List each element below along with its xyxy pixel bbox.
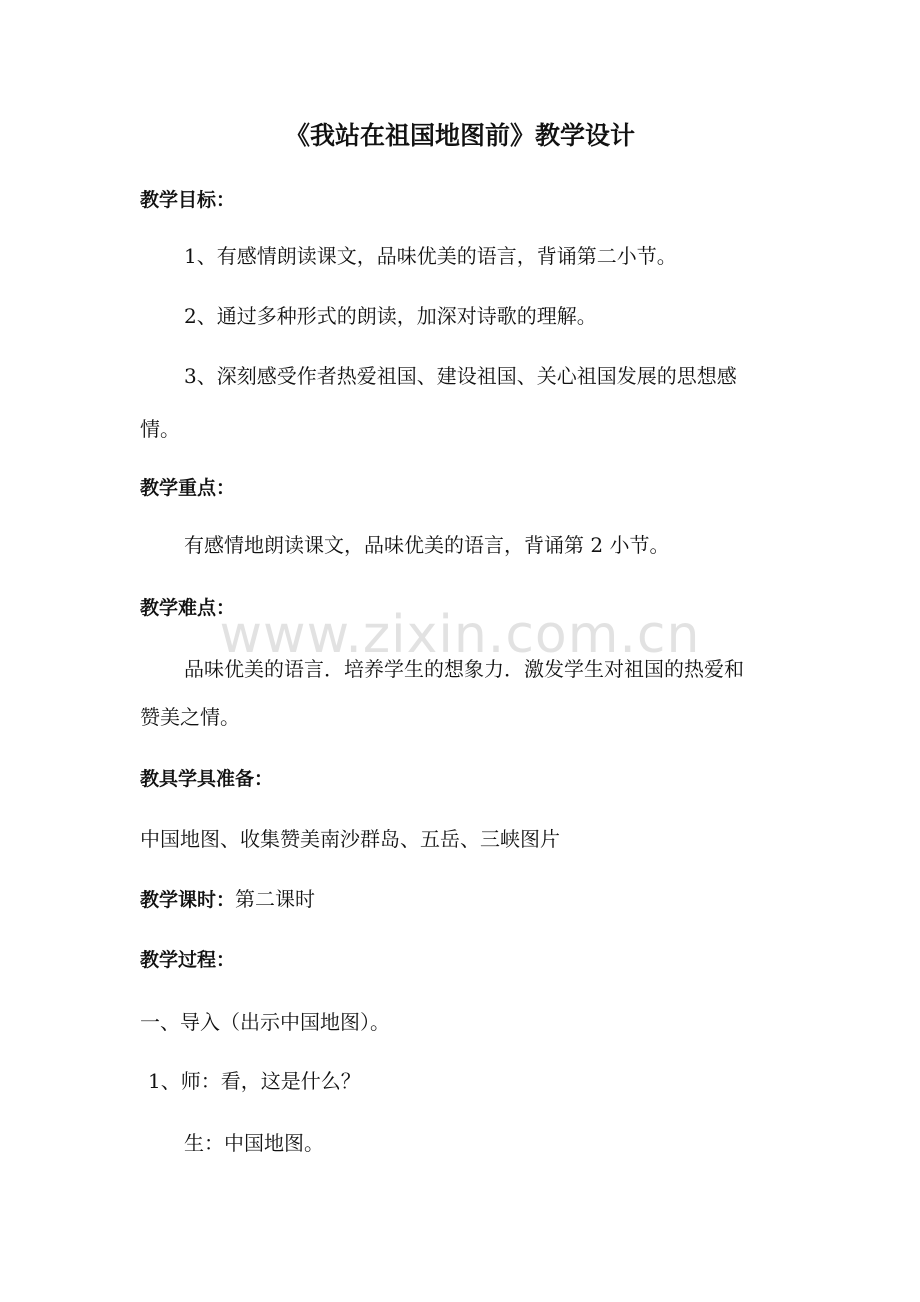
- class-hours-line: [140, 885, 780, 914]
- objective-item-2: 2、通过多种形式的朗读，加深对诗歌的理解。: [184, 304, 597, 328]
- materials-text: 中国地图、收集赞美南沙群岛、五岳、三峡图片: [140, 827, 560, 851]
- class-hours-value: 第二课时: [235, 887, 316, 911]
- objectives-heading: 教学目标：: [140, 189, 236, 211]
- class-hours-label: 教学课时：: [140, 889, 236, 911]
- objective-item-1: 1、有感情朗读课文，品味优美的语言，背诵第二小节。: [184, 244, 677, 268]
- key-points-text: 有感情地朗读课文，品味优美的语言，背诵第 2 小节。: [184, 533, 670, 557]
- key-points-heading: 教学重点：: [140, 477, 236, 499]
- dialogue-teacher: 1、师：看，这是什么？: [148, 1069, 361, 1093]
- process-step-1: 一、导入（出示中国地图）。: [140, 1010, 390, 1034]
- objective-item-3: 3、深刻感受作者热爱祖国、建设祖国、关心祖国发展的思想感: [184, 364, 737, 388]
- difficulties-text: 品味优美的语言．培养学生的想象力．激发学生对祖国的热爱和: [184, 657, 744, 681]
- watermark: www.zixin.com.cn: [219, 605, 701, 665]
- materials-heading: 教具学具准备：: [140, 768, 274, 790]
- difficulties-text-continued: 赞美之情。: [140, 705, 240, 729]
- process-heading: 教学过程：: [140, 949, 236, 971]
- dialogue-student: 生：中国地图。: [184, 1131, 324, 1155]
- difficulties-heading: 教学难点：: [140, 597, 236, 619]
- objective-item-3-continued: 情。: [140, 417, 180, 441]
- document-title: 《我站在祖国地图前》教学设计: [284, 121, 635, 150]
